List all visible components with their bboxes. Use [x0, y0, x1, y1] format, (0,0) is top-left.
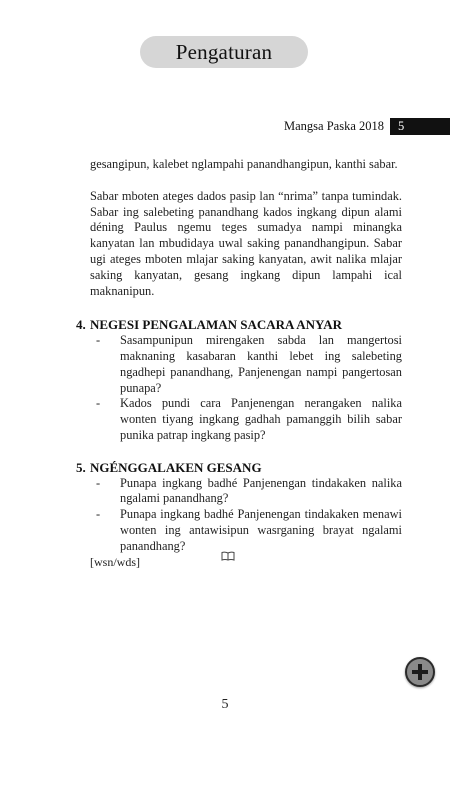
book-icon: [221, 548, 235, 558]
section-number: 5.: [76, 459, 86, 475]
list-item: [90, 396, 402, 443]
bullet-dash: -: [96, 507, 101, 522]
section-reflection: [76, 317, 402, 443]
section-renewal: [76, 459, 402, 555]
list-item-text: Punapa ingkang badhé Panjenengan tindakaken menawi wonten ing antawisipun wasrganing brayat ngalami panandhang?: [120, 507, 402, 553]
season-label: Mangsa Paska 2018: [284, 119, 384, 133]
page-title: Pengaturan: [175, 39, 273, 64]
paragraph: Sabar mboten ateges dados pasip lan “nrima” tanpa tumindak. Sabar ing salebeting panandhang kados ingkang dipun alami déning Paulus ngemu teges sumadya nampi minangka kanyatan lan mbudidaya uwal saking panandhangipun. Sabar ugi ateges mboten mlajar saking kanyatan, awit nalika mlajar saking kanyatan, gesang ingkang dipun lampahi ical maknanipun.: [90, 188, 402, 298]
section-title: NGÉNGGALAKEN GESANG: [90, 459, 262, 475]
bullet-dash: -: [96, 333, 101, 348]
bullet-dash: -: [96, 475, 101, 490]
zoom-in-button[interactable]: [405, 657, 435, 687]
list-item: [90, 507, 402, 554]
list-item: [90, 333, 402, 396]
bullet-dash: -: [96, 396, 101, 411]
page-number: 5: [221, 697, 229, 712]
section-title: NEGESI PENGALAMAN SACARA ANYAR: [90, 317, 342, 333]
article-body: [76, 157, 402, 570]
page-title-pill: [140, 36, 308, 68]
list-item: [90, 476, 402, 508]
paragraph: gesangipun, kalebet nglampahi panandhangipun, kanthi sabar.: [90, 157, 398, 171]
page-badge: 5: [390, 118, 450, 135]
list-item-text: Sasampunipun mirengaken sabda lan mangertosi maknaning kasabaran kanthi lebet ing salebeting ngadhepi panandhang, Panjenengan nampi pangertosan punapa?: [120, 333, 402, 395]
author-signature: [wsn/wds]: [90, 554, 140, 569]
plus-icon: [407, 659, 433, 685]
section-number: 4.: [76, 317, 86, 333]
list-item-text: Punapa ingkang badhé Panjenengan tindakaken nalika ngalami panandhang?: [120, 475, 402, 506]
list-item-text: Kados pundi cara Panjenengan nerangaken nalika wonten tiyang ingkang gadhah pamanggih bilih sabar punika patrap ingkang pasip?: [120, 396, 402, 442]
season-header: [0, 118, 450, 135]
